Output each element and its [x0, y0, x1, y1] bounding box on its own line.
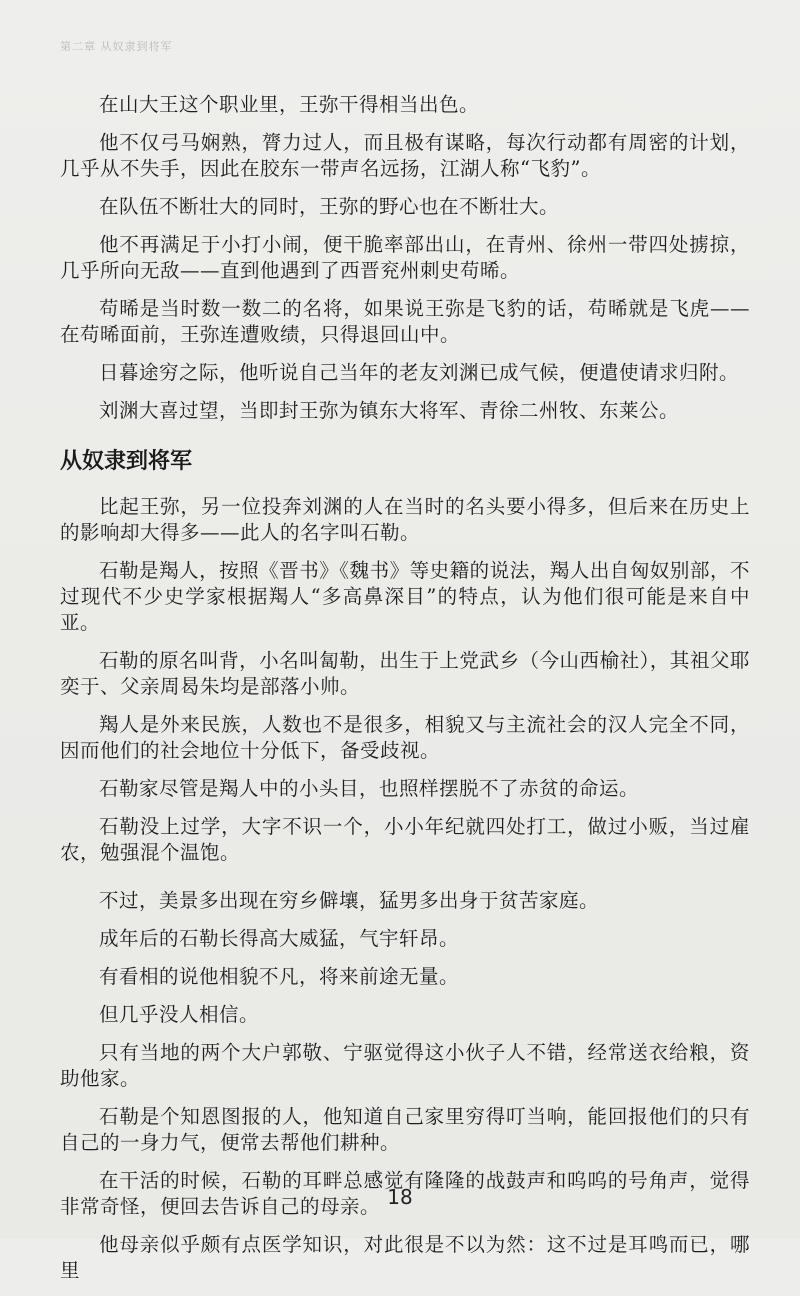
paragraph: 石勒家尽管是羯人中的小头目，也照样摆脱不了赤贫的命运。	[99, 777, 640, 800]
paragraph: 不过，美景多出现在穷乡僻壤，猛男多出身于贫苦家庭。	[99, 889, 600, 912]
running-header: 第二章 从奴隶到将军	[60, 40, 173, 53]
paragraph: 石勒没上过学，大字不识一个，小小年纪就四处打工，做过小贩，当过雇农，勉强混个温饱。	[60, 815, 750, 864]
paragraph: 在山大王这个职业里，王弥干得相当出色。	[99, 93, 480, 116]
paragraph: 在干活的时候，石勒的耳畔总感觉有隆隆的战鼓声和呜呜的号角声，觉得非常奇怪，便回去告诉自己的母亲。	[60, 1169, 750, 1218]
paragraph: 成年后的石勒长得高大威猛，气宇轩昂。	[99, 927, 460, 950]
paragraph: 他不仅弓马娴熟，膂力过人，而且极有谋略，每次行动都有周密的计划，几乎从不失手，因此在胶东一带声名远扬，江湖人称“飞豹”。	[60, 131, 750, 180]
paragraph: 在队伍不断壮大的同时，王弥的野心也在不断壮大。	[99, 195, 560, 218]
paragraph: 他母亲似乎颇有点医学知识，对此很是不以为然：这不过是耳鸣而已，哪里	[60, 1233, 750, 1282]
paragraph: 但几乎没人相信。	[99, 1003, 260, 1026]
paragraph: 石勒是个知恩图报的人，他知道自己家里穷得叮当响，能回报他们的只有自己的一身力气，便常去帮他们耕种。	[60, 1105, 750, 1154]
paragraph: 日暮途穷之际，他听说自己当年的老友刘渊已成气候，便遣使请求归附。	[99, 361, 740, 384]
section-heading: 从奴隶到将军	[60, 449, 193, 474]
body-text	[60, 92, 750, 1296]
paragraph: 苟晞是当时数一数二的名将，如果说王弥是飞豹的话，苟晞就是飞虎——在苟晞面前，王弥连遭败绩，只得退回山中。	[60, 297, 750, 346]
paragraph: 比起王弥，另一位投奔刘渊的人在当时的名头要小得多，但后来在历史上的影响却大得多——此人的名字叫石勒。	[60, 495, 750, 544]
paragraph: 有看相的说他相貌不凡，将来前途无量。	[99, 965, 460, 988]
paragraph: 只有当地的两个大户郭敬、宁驱觉得这小伙子人不错，经常送衣给粮，资助他家。	[60, 1041, 750, 1090]
paragraph: 石勒的原名叫背，小名叫匐勒，出生于上党武乡（今山西榆社），其祖父耶奕于、父亲周曷朱均是部落小帅。	[60, 649, 750, 698]
paragraph: 石勒是羯人，按照《晋书》《魏书》等史籍的说法，羯人出自匈奴别部，不过现代不少史学家根据羯人“多高鼻深目”的特点，认为他们很可能是来自中亚。	[60, 559, 750, 634]
page-number: 18	[387, 1185, 413, 1209]
paragraph: 刘渊大喜过望，当即封王弥为镇东大将军、青徐二州牧、东莱公。	[99, 399, 680, 422]
paragraph: 羯人是外来民族，人数也不是很多，相貌又与主流社会的汉人完全不同，因而他们的社会地位十分低下，备受歧视。	[60, 713, 750, 762]
paragraph: 他不再满足于小打小闹，便干脆率部出山，在青州、徐州一带四处掳掠，几乎所向无敌——直到他遇到了西晋兖州刺史苟晞。	[60, 233, 750, 282]
